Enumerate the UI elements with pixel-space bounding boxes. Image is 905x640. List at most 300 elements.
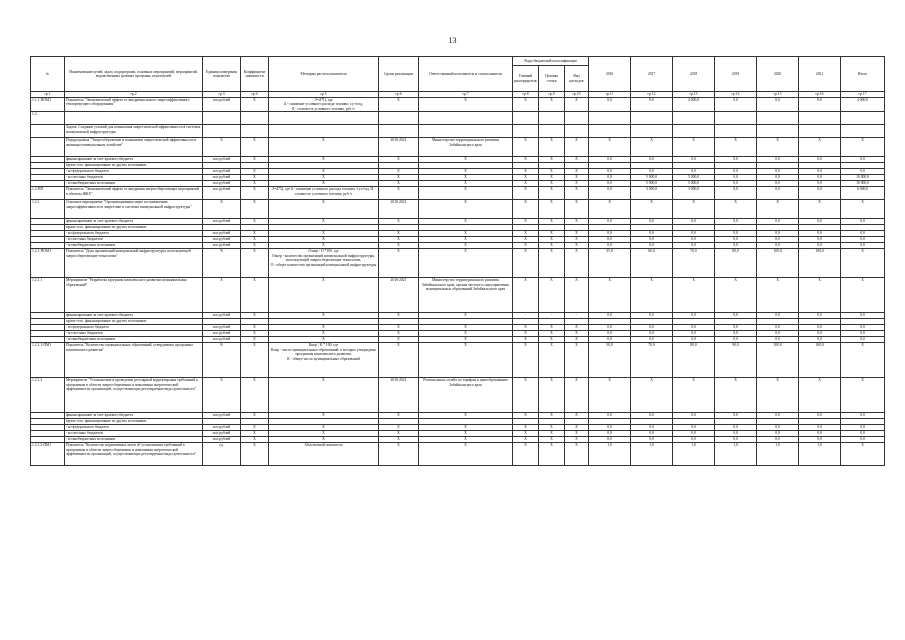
table-cell: 0,0 bbox=[799, 331, 841, 337]
table-cell: Х bbox=[379, 175, 419, 181]
table-cell: Х bbox=[539, 413, 565, 419]
table-cell: Х bbox=[241, 187, 269, 200]
table-cell bbox=[799, 112, 841, 125]
table-cell bbox=[241, 125, 269, 138]
table-cell: Х bbox=[757, 278, 799, 313]
table-cell: 0,0 bbox=[757, 243, 799, 249]
table-cell: 10 000,0 bbox=[841, 175, 885, 181]
col-header: 2020 bbox=[757, 57, 799, 92]
table-cell: 1.2.1.1-ПМ1 bbox=[31, 343, 65, 378]
table-cell bbox=[673, 125, 715, 138]
table-cell: 0,0 bbox=[631, 425, 673, 431]
table-cell bbox=[565, 125, 589, 138]
table-cell: тыс.рублей bbox=[203, 175, 241, 181]
table-cell: Х bbox=[539, 325, 565, 331]
table-cell: Х bbox=[539, 219, 565, 225]
table-cell: - из местных бюджетов bbox=[65, 331, 203, 337]
table-cell: 0,0 bbox=[673, 413, 715, 419]
table-cell: Задача: Создание условий для повышения энергетической эффективности в системах коммунальной инфраструктуры bbox=[65, 125, 203, 138]
table-cell: Х bbox=[539, 187, 565, 200]
table-cell: 0,0 bbox=[757, 431, 799, 437]
table-cell: Х bbox=[513, 200, 539, 219]
table-cell: Х bbox=[269, 181, 379, 187]
table-cell: финансирование за счет краевого бюджета bbox=[65, 313, 203, 319]
table-cell: Х bbox=[241, 343, 269, 378]
table-cell: 0,0 bbox=[799, 181, 841, 187]
table-cell: 0,0 bbox=[715, 169, 757, 175]
table-cell: 1,0 bbox=[589, 443, 631, 466]
table-cell bbox=[31, 125, 65, 138]
table-cell: 0,0 bbox=[715, 237, 757, 243]
col-header: 2016 bbox=[589, 57, 631, 92]
table-cell: 0,0 bbox=[715, 231, 757, 237]
table-cell: Показатель "Количество нормативных актов об установлении требований к программам в области энергосбережения и повышения энергетической эффективности организаций, осуществляющих регулируемые виды деятельности" bbox=[65, 443, 203, 466]
table-cell: 0,0 bbox=[841, 337, 885, 343]
table-cell: Х bbox=[379, 331, 419, 337]
table-cell: 0,0 bbox=[631, 243, 673, 249]
table-cell: Х bbox=[757, 378, 799, 413]
table-cell: Х bbox=[269, 175, 379, 181]
table-cell: 0,0 bbox=[673, 157, 715, 163]
table-cell: 0,0 bbox=[841, 413, 885, 419]
table-cell: Х bbox=[513, 138, 539, 157]
table-cell: Х bbox=[673, 138, 715, 157]
table-cell: Х bbox=[419, 175, 513, 181]
table-cell: 0,0 bbox=[631, 431, 673, 437]
col-header: Сроки реализации bbox=[379, 57, 419, 92]
table-cell bbox=[631, 112, 673, 125]
col-header: 2019 bbox=[715, 57, 757, 92]
table-cell: Х bbox=[539, 249, 565, 278]
table-cell: 0,0 bbox=[841, 219, 885, 225]
table-cell bbox=[757, 125, 799, 138]
table-cell: Показатель "Экономический эффект от внедрения нового энергоэффективного теплорежущего оборудования" bbox=[65, 98, 203, 112]
table-cell: 0,0 bbox=[715, 325, 757, 331]
table-cell: - из федерального бюджета bbox=[65, 325, 203, 331]
table-cell: 0,0 bbox=[589, 413, 631, 419]
col-header: 2021 bbox=[799, 57, 841, 92]
table-cell: кроме того, финансирование из других источников: bbox=[65, 225, 203, 231]
table-cell: 0,0 bbox=[673, 425, 715, 431]
table-cell: Х bbox=[269, 278, 379, 313]
table-cell bbox=[269, 125, 379, 138]
table-cell: Х bbox=[419, 431, 513, 437]
table-cell: Х bbox=[565, 187, 589, 200]
table-cell bbox=[419, 125, 513, 138]
table-cell: 90,0 bbox=[715, 343, 757, 378]
table-cell: 0,0 bbox=[757, 425, 799, 431]
table-cell: 1.2.1-ПОМ1 bbox=[31, 249, 65, 278]
table-cell: Х bbox=[539, 331, 565, 337]
table-cell: 6 000,0 bbox=[841, 187, 885, 200]
table-cell: 4 000,0 bbox=[841, 98, 885, 112]
table-cell: 0,0 bbox=[673, 231, 715, 237]
table-cell bbox=[841, 125, 885, 138]
table-cell: 0,0 bbox=[715, 413, 757, 419]
table-cell: 0,0 bbox=[589, 181, 631, 187]
table-cell: Х bbox=[419, 331, 513, 337]
table-cell: Х bbox=[539, 425, 565, 431]
table-cell: Х bbox=[565, 231, 589, 237]
table-cell: Х bbox=[241, 157, 269, 163]
table-cell: Х bbox=[241, 98, 269, 112]
table-cell bbox=[589, 112, 631, 125]
column-number: гр.10 bbox=[565, 92, 589, 98]
table-cell: - из внебюджетных источников bbox=[65, 181, 203, 187]
table-cell: 0,0 bbox=[589, 187, 631, 200]
table-cell: 0,0 bbox=[799, 413, 841, 419]
table-cell: - из федерального бюджета bbox=[65, 425, 203, 431]
table-cell: 0,0 bbox=[715, 157, 757, 163]
table-cell: Х bbox=[799, 200, 841, 219]
table-cell: 0,0 bbox=[799, 425, 841, 431]
table-row bbox=[31, 278, 885, 313]
table-cell: 0,0 bbox=[841, 157, 885, 163]
table-cell bbox=[513, 112, 539, 125]
table-cell: 2016-2021 bbox=[379, 278, 419, 313]
table-cell: Х bbox=[241, 181, 269, 187]
table-cell: Х bbox=[379, 413, 419, 419]
col-header: Единица измерения показателя bbox=[203, 57, 241, 92]
table-cell: Х bbox=[269, 337, 379, 343]
table-cell: - из местных бюджетов bbox=[65, 237, 203, 243]
table-cell: Х bbox=[269, 331, 379, 337]
table-cell: 0,0 bbox=[757, 313, 799, 319]
table-cell: Кпкр / К * 100, где Кпкр - число муниципальных образований, в которых утверждены программы комплексного развития, К - общее число муниципальных образований bbox=[269, 343, 379, 378]
col-header: Главный распорядитель bbox=[513, 66, 539, 92]
table-cell: Х bbox=[379, 243, 419, 249]
table-cell: Х bbox=[513, 343, 539, 378]
table-cell: Х bbox=[539, 231, 565, 237]
table-cell: финансирование за счет краевого бюджета bbox=[65, 219, 203, 225]
table-cell: Х bbox=[539, 343, 565, 378]
table-cell: Х bbox=[241, 331, 269, 337]
page-number: 13 bbox=[448, 36, 457, 45]
table-cell: 100,0 bbox=[799, 249, 841, 278]
table-cell: Х bbox=[513, 437, 539, 443]
column-number: гр.17 bbox=[841, 92, 885, 98]
table-cell: Х bbox=[241, 413, 269, 419]
table-cell: 0,0 bbox=[589, 169, 631, 175]
table-cell: 0,0 bbox=[715, 187, 757, 200]
table-cell: Показатель "Количество муниципальных образований, утвердивших программы комплексного развития" bbox=[65, 343, 203, 378]
table-cell: Х bbox=[673, 278, 715, 313]
table-cell: 1,0 bbox=[673, 443, 715, 466]
table-cell: Х bbox=[565, 249, 589, 278]
table-cell: Х bbox=[565, 200, 589, 219]
table-cell: Х bbox=[539, 378, 565, 413]
table-cell: 0,0 bbox=[589, 219, 631, 225]
table-cell: 0,0 bbox=[715, 313, 757, 319]
table-cell: % bbox=[203, 249, 241, 278]
table-cell: 1,0 bbox=[757, 443, 799, 466]
table-cell: 0,0 bbox=[715, 337, 757, 343]
table-cell: Х bbox=[565, 431, 589, 437]
col-header: Наименование целей, задач, подпрограмм, основных мероприятий, мероприятий, ведомственных целевых программ, показателей bbox=[65, 57, 203, 92]
table-cell: тыс.рублей bbox=[203, 219, 241, 225]
table-cell: тыс.рублей bbox=[203, 157, 241, 163]
table-cell: Х bbox=[269, 157, 379, 163]
table-cell: тыс.рублей bbox=[203, 231, 241, 237]
table-cell: Х bbox=[241, 243, 269, 249]
table-cell: 0,0 bbox=[715, 437, 757, 443]
table-cell: Х bbox=[631, 278, 673, 313]
column-number: гр.4 bbox=[241, 92, 269, 98]
table-cell: Х bbox=[841, 343, 885, 378]
table-cell: 0,0 bbox=[757, 169, 799, 175]
table-cell: 0,0 bbox=[673, 169, 715, 175]
table-cell: 70,0 bbox=[673, 249, 715, 278]
table-cell: 100,0 bbox=[757, 249, 799, 278]
table-cell: Х bbox=[379, 437, 419, 443]
table-cell: Подпрограмма "Энергосбережение и повышение энергетической эффективности в жилищно-коммунальном хозяйстве" bbox=[65, 138, 203, 157]
table-cell: Х bbox=[241, 169, 269, 175]
table-cell: тыс.рублей bbox=[203, 331, 241, 337]
table-cell: 0,0 bbox=[841, 437, 885, 443]
table-cell: Х bbox=[539, 278, 565, 313]
table-cell: - из внебюджетных источников bbox=[65, 337, 203, 343]
table-cell: - из местных бюджетов bbox=[65, 431, 203, 437]
table-cell: Х bbox=[241, 443, 269, 466]
table-cell: 1.2-ПП bbox=[31, 187, 65, 200]
table-cell: 0,0 bbox=[841, 431, 885, 437]
table-cell: Х bbox=[419, 219, 513, 225]
table-cell: - bbox=[565, 313, 589, 319]
table-cell: Э=Δ*Ц, где Δ - снижение условного расхода топлива, т.у.т/год, Ц - стоимость условного топлива, руб./т. bbox=[269, 98, 379, 112]
table-cell: - из внебюджетных источников bbox=[65, 437, 203, 443]
table-cell: Х bbox=[419, 413, 513, 419]
table-cell: 0,0 bbox=[757, 237, 799, 243]
table-cell: Х bbox=[203, 200, 241, 219]
table-cell: Х bbox=[565, 378, 589, 413]
table-cell: 0,0 bbox=[631, 413, 673, 419]
table-cell: Х bbox=[673, 378, 715, 413]
table-cell: Х bbox=[419, 313, 513, 319]
table-cell: Х bbox=[513, 169, 539, 175]
table-cell: 5 000,0 bbox=[631, 181, 673, 187]
table-cell: 0,0 bbox=[757, 181, 799, 187]
table-cell: Х bbox=[799, 138, 841, 157]
table-cell bbox=[589, 125, 631, 138]
table-cell: тыс.рублей bbox=[203, 181, 241, 187]
table-cell: Х bbox=[565, 98, 589, 112]
table-cell: Х bbox=[631, 138, 673, 157]
table-cell: 0,0 bbox=[715, 425, 757, 431]
table-cell bbox=[513, 125, 539, 138]
table-cell: 0,0 bbox=[757, 187, 799, 200]
table-cell bbox=[31, 138, 65, 157]
table-cell: - из внебюджетных источников bbox=[65, 243, 203, 249]
table-row bbox=[31, 343, 885, 378]
table-cell: Х bbox=[513, 325, 539, 331]
column-number: гр.2 bbox=[65, 92, 203, 98]
table-cell: Х bbox=[379, 249, 419, 278]
table-cell: Х bbox=[841, 138, 885, 157]
table-cell: Оэнер / О *100, где Оэнер - количество организаций коммунальной инфраструктуры, использующей энергосберегающие технологии, О - общее количество организаций коммунальной инфраструктуры bbox=[269, 249, 379, 278]
table-cell: 0,0 bbox=[799, 219, 841, 225]
table-row bbox=[31, 125, 885, 138]
table-cell: Х bbox=[419, 237, 513, 243]
table-cell: 0,0 bbox=[715, 98, 757, 112]
table-cell: Х bbox=[513, 181, 539, 187]
table-cell: - из федерального бюджета bbox=[65, 231, 203, 237]
table-cell: 1.2.1.2 bbox=[31, 378, 65, 413]
table-cell: 70,0 bbox=[631, 343, 673, 378]
col-header: Коэффициент значимости bbox=[241, 57, 269, 92]
table-row bbox=[31, 378, 885, 413]
table-cell: 3 000,0 bbox=[673, 187, 715, 200]
table-cell: - bbox=[513, 313, 539, 319]
column-number: гр.12 bbox=[631, 92, 673, 98]
table-cell: 0,0 bbox=[589, 231, 631, 237]
table-cell: тыс.рублей bbox=[203, 237, 241, 243]
table-cell: Х bbox=[513, 157, 539, 163]
table-cell: 0,0 bbox=[799, 98, 841, 112]
table-cell: Х bbox=[715, 278, 757, 313]
table-cell: Х bbox=[513, 431, 539, 437]
table-cell: 0,0 bbox=[715, 181, 757, 187]
table-cell: Х bbox=[589, 200, 631, 219]
table-cell bbox=[715, 112, 757, 125]
table-cell: 0,0 bbox=[589, 331, 631, 337]
table-cell: Х bbox=[241, 175, 269, 181]
table-cell: Х bbox=[589, 138, 631, 157]
table-cell: Х bbox=[269, 200, 379, 219]
table-cell: 0,0 bbox=[589, 98, 631, 112]
table-cell: 0,0 bbox=[673, 337, 715, 343]
table-cell: 60,0 bbox=[631, 249, 673, 278]
table-cell: тыс.рублей bbox=[203, 337, 241, 343]
table-cell: 0,0 bbox=[589, 157, 631, 163]
table-cell: Х bbox=[631, 200, 673, 219]
table-cell: Х bbox=[539, 337, 565, 343]
table-cell: Х bbox=[419, 98, 513, 112]
table-cell: Х bbox=[565, 219, 589, 225]
table-cell: 0,0 bbox=[589, 437, 631, 443]
column-number: гр.3 bbox=[203, 92, 241, 98]
table-cell: 0,0 bbox=[631, 98, 673, 112]
table-cell: 0,0 bbox=[715, 243, 757, 249]
table-cell: Х bbox=[589, 278, 631, 313]
table-cell: 0,0 bbox=[799, 231, 841, 237]
table-cell: 2016-2021 bbox=[379, 138, 419, 157]
table-cell: Х bbox=[379, 169, 419, 175]
table-cell: 0,0 bbox=[799, 169, 841, 175]
col-header: Итого bbox=[841, 57, 885, 92]
table-cell bbox=[269, 112, 379, 125]
table-cell: Х bbox=[379, 187, 419, 200]
table-cell: Х bbox=[841, 443, 885, 466]
table-cell: Х bbox=[379, 157, 419, 163]
table-cell: Х bbox=[379, 237, 419, 243]
table-cell: Х bbox=[379, 219, 419, 225]
table-cell: 0,0 bbox=[631, 313, 673, 319]
header-row-1 bbox=[31, 57, 885, 66]
table-cell: Х bbox=[269, 219, 379, 225]
table-cell: 3 000,0 bbox=[631, 187, 673, 200]
table-cell: 0,0 bbox=[589, 237, 631, 243]
table-row bbox=[31, 98, 885, 112]
table-cell: Х bbox=[269, 243, 379, 249]
table-cell: Х bbox=[241, 337, 269, 343]
table-row bbox=[31, 200, 885, 219]
table-cell: 0,0 bbox=[799, 431, 841, 437]
table-cell: 0,0 bbox=[799, 175, 841, 181]
table-cell: 1.2. bbox=[31, 112, 65, 125]
table-cell: 0,0 bbox=[757, 437, 799, 443]
table-cell: % bbox=[203, 343, 241, 378]
table-cell: Х bbox=[513, 243, 539, 249]
table-cell: Показатель "Доля организаций коммунальной инфраструктуры, использующей энергосберегающие технологии" bbox=[65, 249, 203, 278]
table-cell: кроме того, финансирование из других источников: bbox=[65, 319, 203, 325]
table-cell: Х bbox=[589, 378, 631, 413]
table-cell bbox=[379, 125, 419, 138]
table-cell: Абсолютный показатель bbox=[269, 443, 379, 466]
col-header: 2018 bbox=[673, 57, 715, 92]
table-cell: 0,0 bbox=[631, 437, 673, 443]
table-cell: Х bbox=[379, 181, 419, 187]
table-cell: Х bbox=[513, 443, 539, 466]
table-cell: Х bbox=[539, 431, 565, 437]
table-cell: Х bbox=[565, 443, 589, 466]
table-cell: Х bbox=[539, 200, 565, 219]
table-cell: Х bbox=[565, 243, 589, 249]
table-cell bbox=[757, 112, 799, 125]
table-cell: 0,0 bbox=[589, 337, 631, 343]
table-cell: Х bbox=[565, 175, 589, 181]
table-cell: - из федерального бюджета bbox=[65, 169, 203, 175]
table-cell: Х bbox=[269, 138, 379, 157]
table-cell: Х bbox=[379, 231, 419, 237]
table-cell: Х bbox=[513, 98, 539, 112]
table-cell: Х bbox=[565, 278, 589, 313]
table-cell: 0,0 bbox=[757, 325, 799, 331]
table-cell: Х bbox=[799, 278, 841, 313]
table-cell: 1,0 bbox=[715, 443, 757, 466]
table-cell: Х bbox=[419, 187, 513, 200]
table-cell: Х bbox=[241, 278, 269, 313]
table-cell: Х bbox=[539, 175, 565, 181]
table-cell: Х bbox=[241, 249, 269, 278]
table-cell bbox=[539, 125, 565, 138]
table-cell: 0,0 bbox=[631, 219, 673, 225]
table-cell: Х bbox=[419, 157, 513, 163]
table-cell: ед. bbox=[203, 443, 241, 466]
table-cell bbox=[203, 125, 241, 138]
table-cell: Х bbox=[419, 169, 513, 175]
table-cell: 0,0 bbox=[715, 219, 757, 225]
table-cell: 0,0 bbox=[673, 237, 715, 243]
table-cell: тыс.рублей bbox=[203, 243, 241, 249]
table-cell: 0,0 bbox=[715, 431, 757, 437]
table-cell: 0,0 bbox=[799, 157, 841, 163]
table-cell: Х bbox=[241, 313, 269, 319]
table-cell: Х bbox=[241, 200, 269, 219]
table-cell: 0,0 bbox=[715, 331, 757, 337]
table-cell: Х bbox=[379, 443, 419, 466]
table-cell: 0,0 bbox=[799, 313, 841, 319]
table-cell: Министерство территориального развития Забайкальского края, органы местного самоуправления муниципальных образований Забайкальского края bbox=[419, 278, 513, 313]
table-cell: Х bbox=[513, 278, 539, 313]
table-cell: 0,0 bbox=[841, 237, 885, 243]
table-cell: Х bbox=[513, 413, 539, 419]
table-cell: Х bbox=[565, 437, 589, 443]
table-cell: тыс.рублей bbox=[203, 313, 241, 319]
table-cell bbox=[799, 125, 841, 138]
table-cell: Х bbox=[539, 237, 565, 243]
table-cell: финансирование за счет краевого бюджета bbox=[65, 413, 203, 419]
table-cell: Э=Δ*Ц, где Δ - снижение условного расхода топлива, т.у.т/год, Ц - стоимость условного топлива, руб./т bbox=[269, 187, 379, 200]
